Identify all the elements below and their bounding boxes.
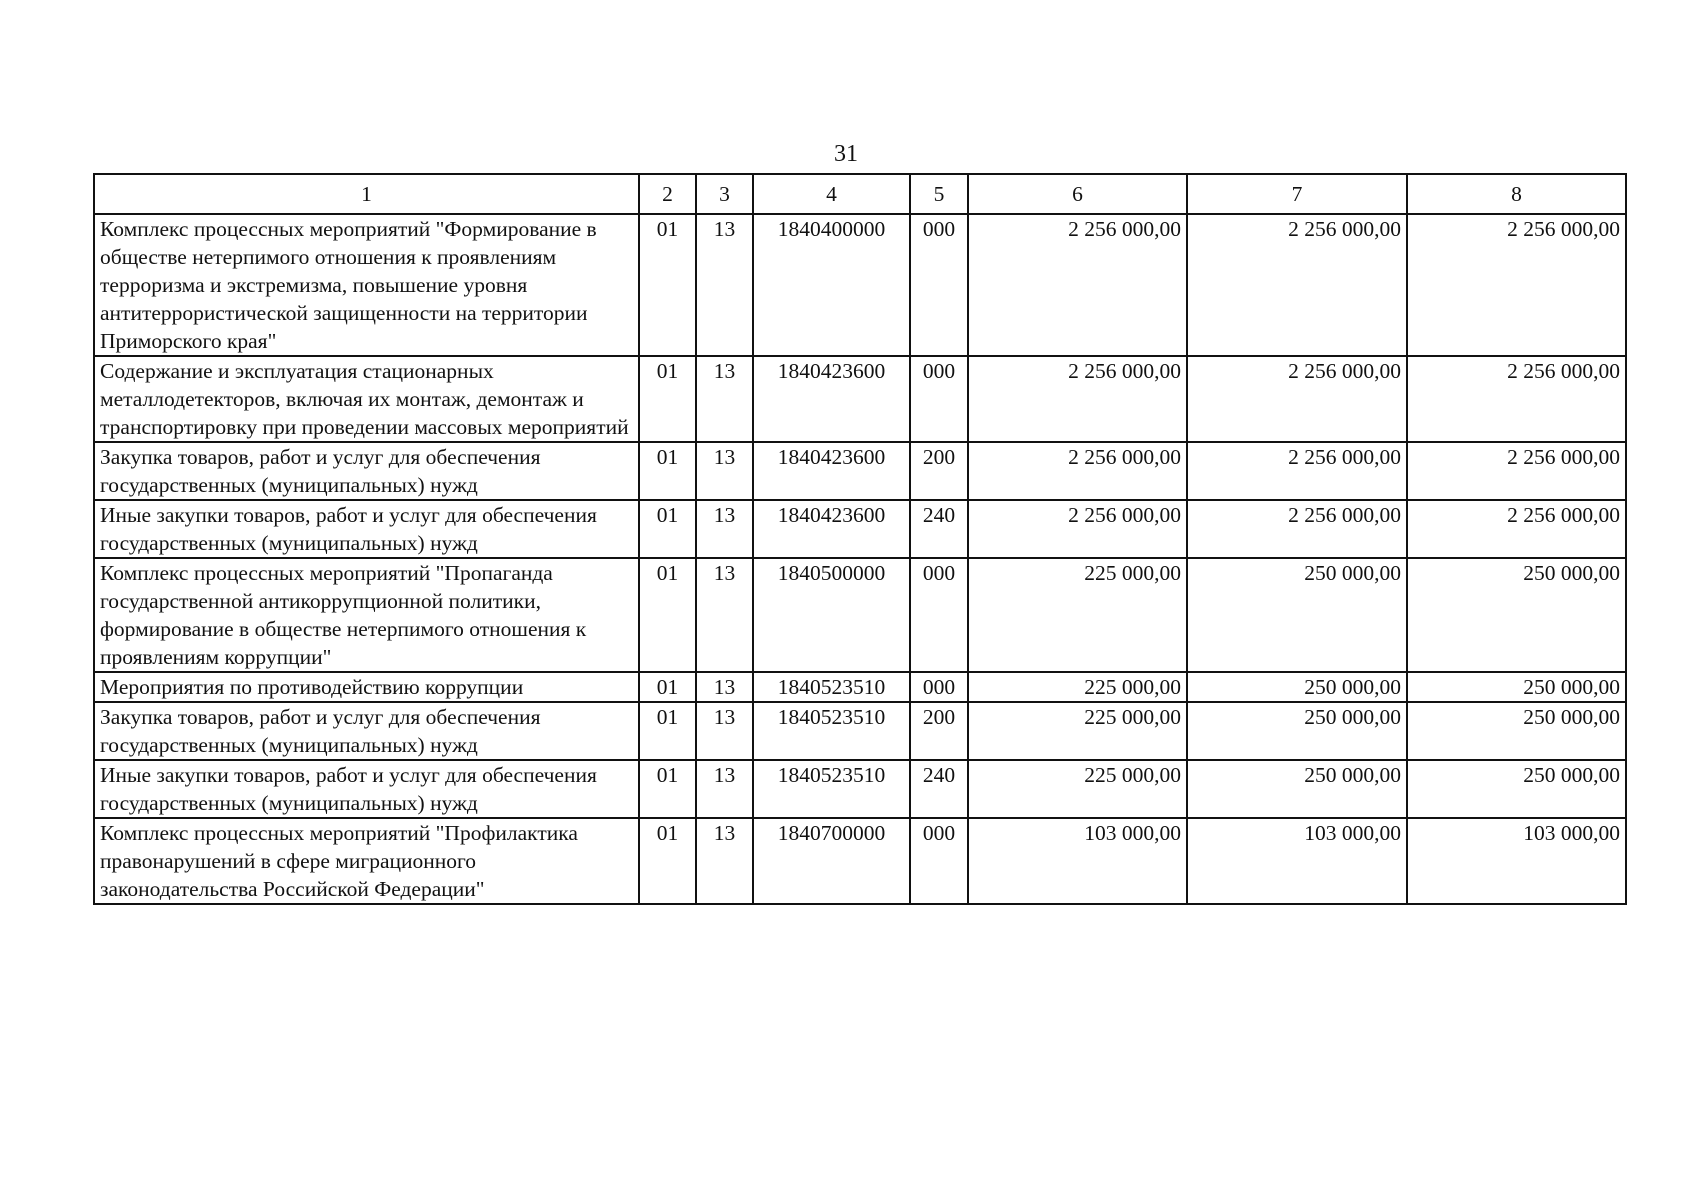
row-target-code: 1840523510 (753, 702, 910, 760)
row-amount-8: 2 256 000,00 (1407, 500, 1626, 558)
row-name: Иные закупки товаров, работ и услуг для обеспечения государственных (муниципальных) нужд (94, 760, 639, 818)
row-amount-6: 225 000,00 (968, 672, 1187, 702)
row-target-code: 1840423600 (753, 442, 910, 500)
row-target-code: 1840400000 (753, 214, 910, 356)
row-subsection-code: 13 (696, 356, 753, 442)
row-amount-8: 2 256 000,00 (1407, 442, 1626, 500)
row-name: Иные закупки товаров, работ и услуг для обеспечения государственных (муниципальных) нужд (94, 500, 639, 558)
row-expense-type: 000 (910, 558, 968, 672)
page-number: 31 (834, 141, 858, 167)
row-name: Закупка товаров, работ и услуг для обеспечения государственных (муниципальных) нужд (94, 702, 639, 760)
row-amount-6: 225 000,00 (968, 702, 1187, 760)
row-amount-8: 250 000,00 (1407, 558, 1626, 672)
row-amount-7: 2 256 000,00 (1187, 214, 1407, 356)
budget-table (93, 173, 1627, 905)
column-header-6: 6 (968, 174, 1187, 214)
row-subsection-code: 13 (696, 558, 753, 672)
row-amount-6: 225 000,00 (968, 760, 1187, 818)
row-expense-type: 200 (910, 702, 968, 760)
row-section-code: 01 (639, 760, 696, 818)
row-subsection-code: 13 (696, 500, 753, 558)
row-amount-8: 2 256 000,00 (1407, 214, 1626, 356)
table-row (94, 442, 1626, 500)
header-row (94, 174, 1626, 214)
row-expense-type: 240 (910, 760, 968, 818)
row-name: Закупка товаров, работ и услуг для обеспечения государственных (муниципальных) нужд (94, 442, 639, 500)
row-amount-7: 2 256 000,00 (1187, 356, 1407, 442)
row-section-code: 01 (639, 500, 696, 558)
row-section-code: 01 (639, 442, 696, 500)
row-target-code: 1840523510 (753, 760, 910, 818)
row-expense-type: 200 (910, 442, 968, 500)
row-name: Комплекс процессных мероприятий "Формирование в обществе нетерпимого отношения к проявлениям терроризма и экстремизма, повышение уровня антитеррористической защищенности на территории Приморского края" (94, 214, 639, 356)
row-expense-type: 240 (910, 500, 968, 558)
row-target-code: 1840423600 (753, 356, 910, 442)
row-section-code: 01 (639, 214, 696, 356)
row-subsection-code: 13 (696, 702, 753, 760)
row-amount-7: 250 000,00 (1187, 558, 1407, 672)
row-name: Мероприятия по противодействию коррупции (94, 672, 639, 702)
row-name: Комплекс процессных мероприятий "Профилактика правонарушений в сфере миграционного законодательства Российской Федерации" (94, 818, 639, 904)
row-subsection-code: 13 (696, 214, 753, 356)
row-amount-8: 2 256 000,00 (1407, 356, 1626, 442)
row-section-code: 01 (639, 558, 696, 672)
row-subsection-code: 13 (696, 760, 753, 818)
row-subsection-code: 13 (696, 818, 753, 904)
column-header-4: 4 (753, 174, 910, 214)
table-row (94, 672, 1626, 702)
row-target-code: 1840500000 (753, 558, 910, 672)
table-row (94, 214, 1626, 356)
table-row (94, 356, 1626, 442)
row-amount-6: 2 256 000,00 (968, 356, 1187, 442)
row-section-code: 01 (639, 702, 696, 760)
column-header-7: 7 (1187, 174, 1407, 214)
row-amount-6: 2 256 000,00 (968, 500, 1187, 558)
row-amount-7: 2 256 000,00 (1187, 442, 1407, 500)
row-amount-8: 250 000,00 (1407, 760, 1626, 818)
table-row (94, 818, 1626, 904)
row-amount-8: 250 000,00 (1407, 672, 1626, 702)
row-amount-7: 250 000,00 (1187, 702, 1407, 760)
row-section-code: 01 (639, 818, 696, 904)
row-amount-8: 103 000,00 (1407, 818, 1626, 904)
row-amount-6: 2 256 000,00 (968, 442, 1187, 500)
row-expense-type: 000 (910, 818, 968, 904)
column-header-1: 1 (94, 174, 639, 214)
row-subsection-code: 13 (696, 672, 753, 702)
row-amount-7: 250 000,00 (1187, 760, 1407, 818)
column-header-5: 5 (910, 174, 968, 214)
row-amount-6: 103 000,00 (968, 818, 1187, 904)
row-amount-7: 250 000,00 (1187, 672, 1407, 702)
row-section-code: 01 (639, 672, 696, 702)
row-name: Содержание и эксплуатация стационарных металлодетекторов, включая их монтаж, демонтаж и транспортировку при проведении массовых мероприятий (94, 356, 639, 442)
row-expense-type: 000 (910, 356, 968, 442)
row-amount-6: 225 000,00 (968, 558, 1187, 672)
row-target-code: 1840700000 (753, 818, 910, 904)
column-header-2: 2 (639, 174, 696, 214)
row-subsection-code: 13 (696, 442, 753, 500)
row-name: Комплекс процессных мероприятий "Пропаганда государственной антикоррупционной политики, формирование в обществе нетерпимого отношения к проявлениям коррупции" (94, 558, 639, 672)
row-amount-8: 250 000,00 (1407, 702, 1626, 760)
row-amount-7: 103 000,00 (1187, 818, 1407, 904)
row-amount-7: 2 256 000,00 (1187, 500, 1407, 558)
row-target-code: 1840523510 (753, 672, 910, 702)
row-amount-6: 2 256 000,00 (968, 214, 1187, 356)
row-expense-type: 000 (910, 214, 968, 356)
table-row (94, 500, 1626, 558)
column-header-3: 3 (696, 174, 753, 214)
row-target-code: 1840423600 (753, 500, 910, 558)
table-row (94, 558, 1626, 672)
table-row (94, 760, 1626, 818)
row-section-code: 01 (639, 356, 696, 442)
table-row (94, 702, 1626, 760)
column-header-8: 8 (1407, 174, 1626, 214)
row-expense-type: 000 (910, 672, 968, 702)
